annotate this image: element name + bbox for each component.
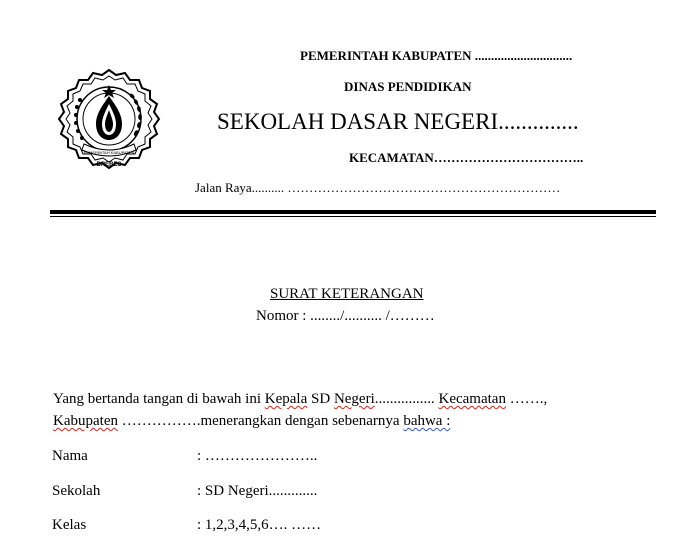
letterhead-department: DINAS PENDIDIKAN	[344, 79, 472, 94]
spell-flag-kecamatan: Kecamatan	[438, 391, 506, 407]
letter-title: SURAT KETERANGAN	[270, 286, 424, 302]
svg-text:PEMERINTAH KABUPATEN: PEMERINTAH KABUPATEN	[83, 150, 135, 155]
letter-number: Nomor : ......../.......... /………	[256, 308, 435, 324]
intro-line-1	[53, 391, 547, 408]
letterhead-address: Jalan Raya.......... ………………………………………………………	[195, 180, 561, 195]
letterhead-school-name: SEKOLAH DASAR NEGERI..............	[217, 109, 579, 134]
spell-flag-kabupaten: Kabupaten	[53, 413, 118, 429]
letterhead-rule-thin	[50, 216, 656, 217]
field-label-kelas: Kelas	[52, 517, 87, 533]
intro-line-2	[53, 413, 450, 430]
spell-flag-kepala: Kepala	[264, 391, 308, 407]
spell-flag-negeri: Negeri	[333, 391, 375, 407]
regency-emblem-logo	[50, 66, 168, 174]
field-label-nama: Nama	[52, 448, 88, 464]
field-label-sekolah: Sekolah	[52, 483, 101, 499]
svg-text:BREBES: BREBES	[96, 162, 122, 168]
field-value-nama: : …………………..	[197, 448, 318, 464]
letterhead-government: PEMERINTAH KABUPATEN ..............................	[300, 48, 573, 63]
intro-text: ................	[374, 391, 439, 407]
intro-text: …………….menerangkan dengan sebenarnya	[117, 413, 404, 429]
field-value-sekolah: : SD Negeri.............	[197, 483, 318, 499]
letterhead-district: KECAMATAN……………………………..	[349, 150, 584, 165]
letterhead-rule-thick	[50, 210, 656, 214]
grammar-flag-bahwa: bahwa :	[403, 413, 451, 429]
intro-text: SD	[307, 391, 334, 407]
intro-text: Yang bertanda tangan di bawah ini	[53, 391, 265, 407]
field-value-kelas: : 1,2,3,4,5,6…. ……	[197, 517, 322, 533]
intro-text: …….,	[505, 391, 548, 407]
